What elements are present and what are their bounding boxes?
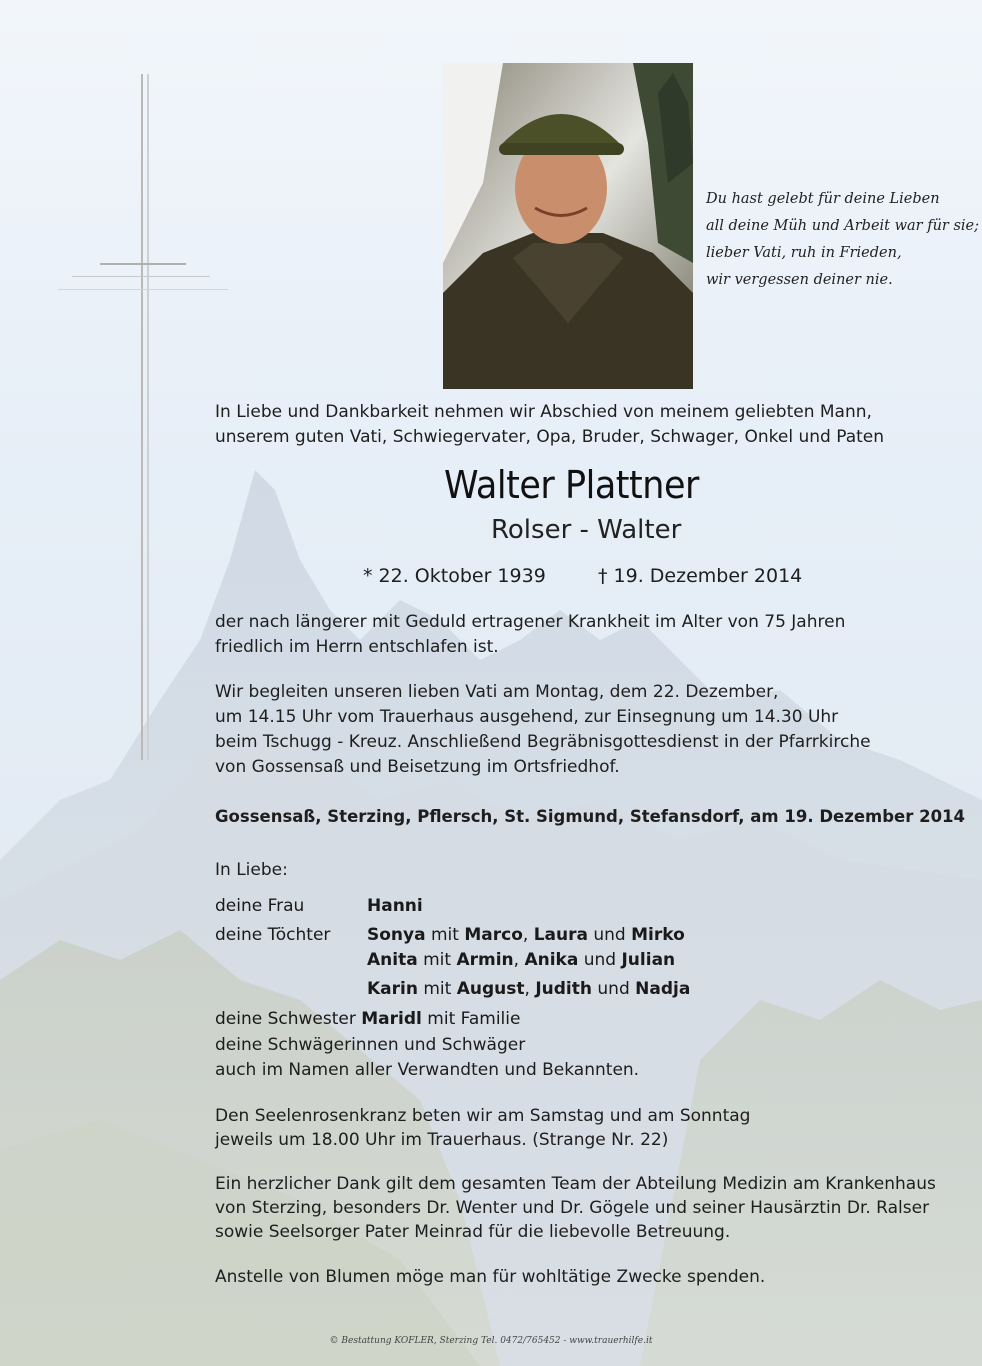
funeral-line-4: von Gossensaß und Beisetzung im Ortsfriedhof. [215, 757, 620, 777]
daughter-name: Anita [367, 950, 418, 970]
death-date: † 19. Dezember 2014 [598, 565, 803, 587]
flowers-note: Anstelle von Blumen möge man für wohltätige Zwecke spenden. [215, 1267, 766, 1287]
grandchild-name: Laura [533, 925, 588, 945]
deceased-nickname: Rolser - Walter [491, 515, 682, 545]
daughter-row-2 [367, 950, 675, 970]
portrait-photo [443, 63, 693, 389]
intro-line-1: In Liebe und Dankbarkeit nehmen wir Abschied von meinem geliebten Mann, [215, 402, 872, 422]
connector: mit [423, 979, 452, 999]
wife-label: deine Frau [215, 896, 305, 916]
daughters-label: deine Töchter [215, 925, 331, 945]
daughter-row-3 [367, 979, 690, 999]
separator: , [513, 950, 520, 970]
quote-line: Du hast gelebt für deine Lieben [706, 191, 940, 207]
sister-suffix: mit Familie [427, 1009, 521, 1029]
connector: und [583, 950, 617, 970]
grandchild-name: Nadja [635, 979, 691, 999]
spouse-name: Armin [456, 950, 514, 970]
thanks-line-1: Ein herzlicher Dank gilt dem gesamten Team der Abteilung Medizin am Krankenhaus [215, 1174, 936, 1194]
thanks-line-2: von Sterzing, besonders Dr. Wenter und Dr. Gögele und seiner Hausärztin Dr. Ralser [215, 1198, 930, 1218]
separator: , [524, 979, 530, 999]
memorial-quote [706, 186, 979, 294]
connector: mit [423, 950, 452, 970]
sister-label: deine Schwester [215, 1009, 356, 1029]
inlaws-line: deine Schwägerinnen und Schwäger [215, 1035, 526, 1055]
spouse-name: Marco [464, 925, 523, 945]
grandchild-name: Anika [524, 950, 579, 970]
funeral-line-1: Wir begleiten unseren lieben Vati am Montag, dem 22. Dezember, [215, 682, 779, 702]
daughter-name: Karin [367, 979, 418, 999]
connector: und [593, 925, 626, 945]
intro-line-2: unserem guten Vati, Schwiegervater, Opa, Bruder, Schwager, Onkel und Paten [215, 427, 885, 447]
grandchild-name: Judith [535, 979, 592, 999]
relatives-line: auch im Namen aller Verwandten und Bekannten. [215, 1060, 640, 1080]
birth-date: * 22. Oktober 1939 [363, 565, 546, 587]
grandchild-name: Mirko [631, 925, 685, 945]
rosary-line-1: Den Seelenrosenkranz beten wir am Samstag und am Sonntag [215, 1106, 751, 1126]
illness-line-1: der nach längerer mit Geduld ertragener Krankheit im Alter von 75 Jahren [215, 612, 846, 632]
rosary-line-2: jeweils um 18.00 Uhr im Trauerhaus. (Strange Nr. 22) [215, 1130, 669, 1150]
funeral-line-2: um 14.15 Uhr vom Trauerhaus ausgehend, zur Einsegnung um 14.30 Uhr [215, 707, 839, 727]
illness-line-2: friedlich im Herrn entschlafen ist. [215, 637, 499, 657]
quote-line: all deine Müh und Arbeit war für sie; [706, 218, 979, 234]
spouse-name: August [456, 979, 525, 999]
family-intro: In Liebe: [215, 860, 288, 880]
deceased-name: Walter Plattner [444, 463, 699, 507]
funeral-line-3: beim Tschugg - Kreuz. Anschließend Begräbnisgottesdienst in der Pfarrkirche [215, 732, 871, 752]
thanks-line-3: sowie Seelsorger Pater Meinrad für die liebevolle Betreuung. [215, 1222, 731, 1242]
sister-name: Maridl [361, 1009, 422, 1029]
connector: mit [431, 925, 459, 945]
grandchild-name: Julian [621, 950, 676, 970]
quote-line: wir vergessen deiner nie. [706, 272, 893, 288]
separator: , [522, 925, 529, 945]
sister-row [215, 1009, 520, 1029]
wife-name: Hanni [367, 896, 423, 916]
footer-credit: © Bestattung KOFLER, Sterzing Tel. 0472/765452 - www.trauerhilfe.it [329, 1336, 653, 1346]
quote-line: lieber Vati, ruh in Frieden, [706, 245, 902, 261]
daughter-name: Sonya [367, 925, 426, 945]
daughter-row-1 [367, 925, 685, 945]
place-date: Gossensaß, Sterzing, Pflersch, St. Sigmund, Stefansdorf, am 19. Dezember 2014 [215, 807, 966, 826]
connector: und [597, 979, 630, 999]
